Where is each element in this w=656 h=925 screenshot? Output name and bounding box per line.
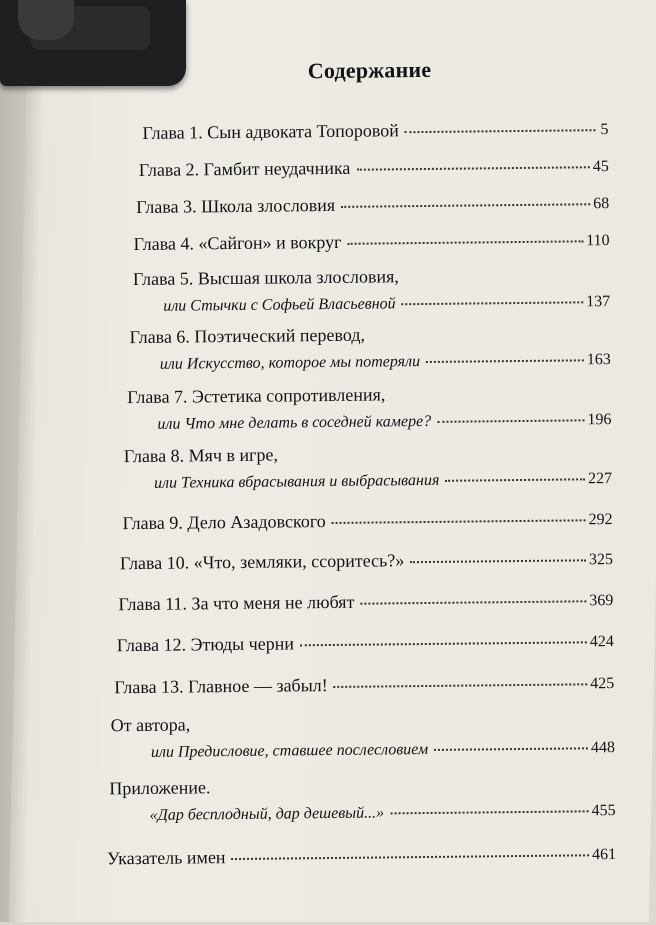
page-number: 5 [600, 121, 609, 139]
toc-entry-3 [136, 192, 609, 218]
leader-dots [437, 418, 584, 423]
toc-entry-7 [127, 382, 611, 434]
page-number: 325 [588, 551, 614, 569]
toc-entry-10 [120, 548, 613, 574]
leader-dots [232, 853, 590, 860]
page-number: 68 [593, 195, 610, 213]
entry-label: Глава 6. Поэтический перевод, [129, 324, 366, 348]
leader-dots [356, 165, 589, 170]
entry-label: Глава 5. Высшая школа злословия, [132, 266, 399, 290]
page-number: 369 [589, 592, 614, 610]
toc-entry-9 [122, 508, 612, 534]
toc-entry-index [107, 843, 616, 869]
leader-dots [334, 682, 588, 688]
entry-label: Глава 10. «Что, земляки, ссоритесь?» [119, 550, 405, 574]
toc-entry-8 [124, 441, 612, 493]
leader-dots [347, 239, 583, 244]
entry-label: Глава 7. Эстетика сопротивления, [127, 384, 386, 408]
leader-dots [341, 202, 590, 208]
leader-dots [300, 640, 587, 646]
entry-label: Глава 8. Мяч в игре, [123, 444, 279, 467]
entry-label: Глава 4. «Сайгон» и вокруг [133, 231, 342, 255]
toc-title: Содержание [307, 56, 432, 84]
entry-label: Глава 12. Этюды черни [116, 633, 295, 656]
binder-clip-hole [18, 0, 74, 40]
leader-dots [405, 128, 596, 133]
entry-subtitle: «Дар бесплодный, дар дешевый...» [149, 804, 385, 824]
entry-subtitle: или Техника вбрасывания и выбрасывания [154, 471, 440, 492]
entry-subtitle: или Искусство, которое мы потеряли [159, 353, 421, 373]
entry-label: Глава 11. За что меня не любят [118, 591, 355, 615]
leader-dots [426, 358, 584, 363]
leader-dots [434, 746, 588, 751]
entry-label: Указатель имен [106, 847, 226, 869]
page-number: 461 [591, 846, 617, 864]
entry-label: Глава 13. Главное — забыл! [114, 675, 328, 698]
entry-subtitle: или Стычки с Софьей Власьевной [163, 295, 396, 315]
leader-dots [445, 477, 585, 481]
leader-dots [332, 518, 586, 524]
toc-entry-1 [142, 118, 608, 144]
leader-dots [390, 809, 589, 814]
toc-entry-appendix [109, 773, 615, 825]
leader-dots [402, 300, 584, 305]
toc-entry-6 [129, 322, 610, 374]
entry-label: От автора, [110, 714, 191, 736]
entry-label: Глава 1. Сын адвоката Топоровой [142, 120, 399, 143]
entry-label: Приложение. [109, 777, 211, 799]
toc-entry-4 [134, 229, 610, 255]
page-number: 110 [586, 232, 610, 250]
leader-dots [360, 599, 586, 604]
page-number: 196 [587, 411, 612, 429]
entry-label: Глава 3. Школа злословия [136, 194, 336, 218]
page-number: 455 [591, 802, 616, 820]
toc-entry-13 [114, 672, 614, 698]
entry-subtitle: или Предисловие, ставшее послесловием [150, 740, 429, 761]
toc-entry-5 [133, 264, 610, 316]
page-number: 425 [590, 675, 615, 693]
page-number: 163 [586, 351, 611, 369]
entry-label: Глава 9. Дело Азадовского [122, 511, 326, 534]
toc-entry-author [111, 710, 615, 762]
page-number: 292 [588, 511, 613, 529]
page-number: 448 [590, 739, 616, 757]
leader-dots [410, 558, 586, 563]
toc-entry-2 [139, 155, 609, 181]
toc-entry-11 [118, 589, 613, 615]
page-number: 424 [589, 633, 614, 651]
page-number: 137 [586, 293, 611, 311]
entry-subtitle: или Что мне делать в соседней камере? [157, 412, 432, 433]
entry-label: Глава 2. Гамбит неудачника [138, 157, 351, 180]
page-number: 45 [592, 158, 609, 176]
page-number: 227 [588, 470, 613, 488]
toc-entry-12 [117, 630, 614, 656]
